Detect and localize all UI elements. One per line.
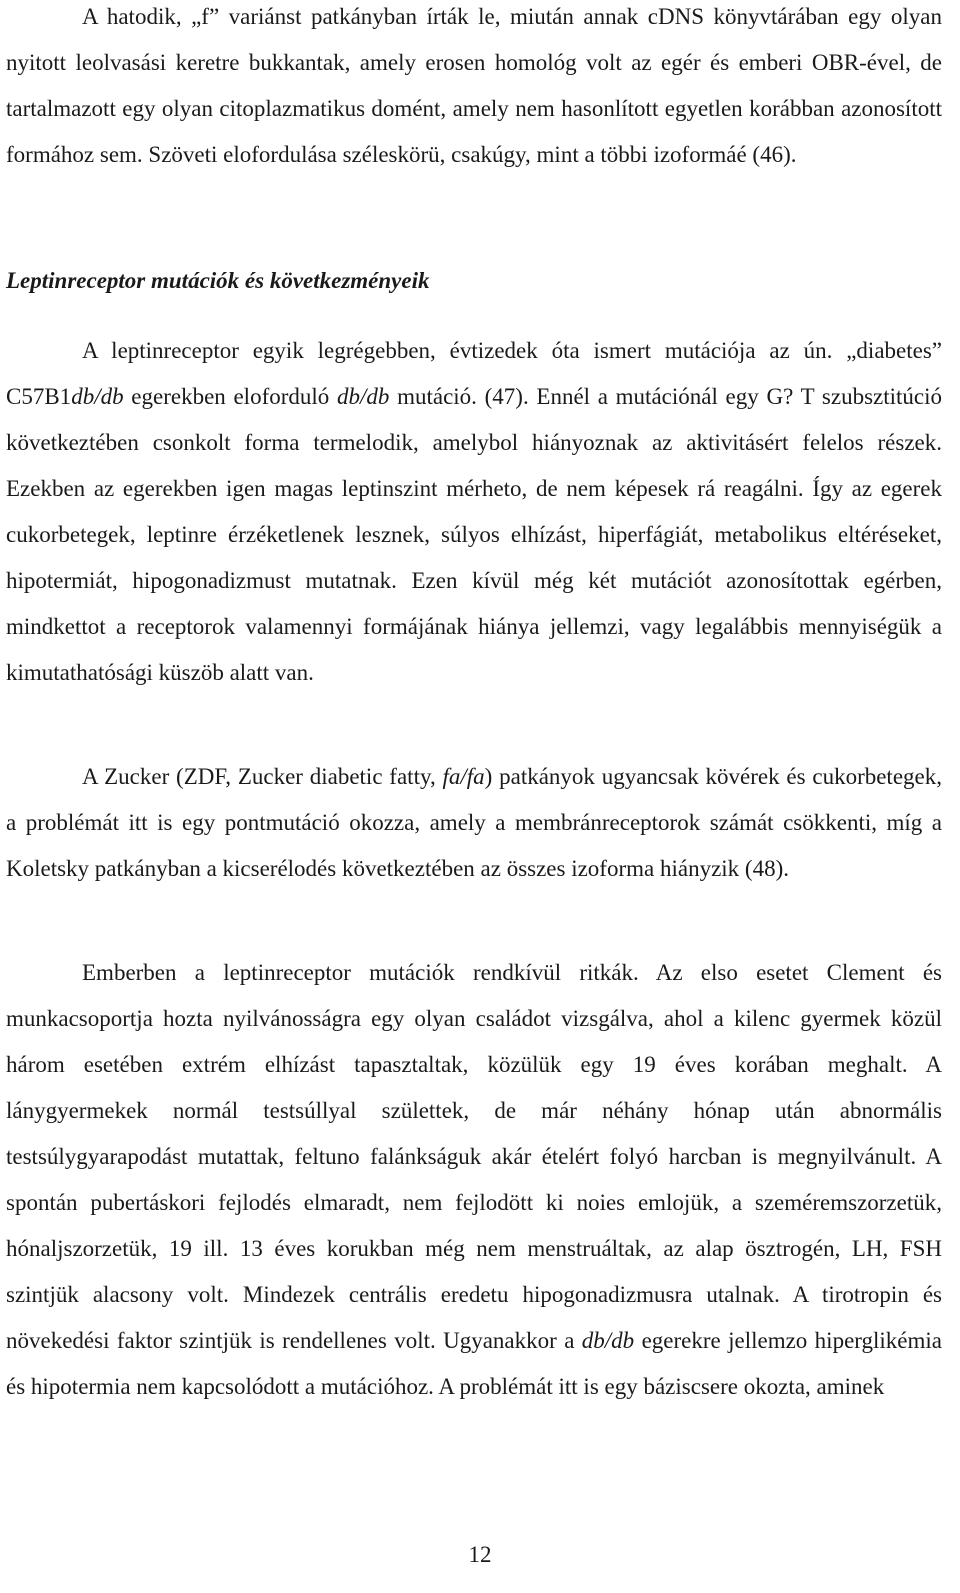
paragraph-text: egerekben eloforduló xyxy=(123,384,337,409)
paragraph-4 xyxy=(6,950,942,1410)
italic-term: db/db xyxy=(581,1328,635,1353)
paragraph-3 xyxy=(6,754,942,892)
paragraph-text: Emberben a leptinreceptor mutációk rendkívül ritkák. Az elso esetet Clement és munkacsoportja hozta nyilvánosságra egy olyan családot vizsgálva, ahol a kilenc gyermek közül három esetében extrém elhízást tapasztaltak, közülük egy 19 éves korában meghalt. A lánygyermekek normál testsúllyal születtek, de már néhány hónap után abnormális testsúlygyarapodást mutattak, feltuno falánkságuk akár ételért folyó harcban is megnyilvánult. A spontán pubertáskori fejlodés elmaradt, nem fejlodött ki noies emlojük, a szeméremszorzetük, hónaljszorzetük, 19 ill. 13 éves korukban még nem menstruáltak, az alap ösztrogén, LH, FSH szintjük alacsony volt. Mindezek centrális eredetu hipogonadizmusra utalnak. A tirotropin és növekedési faktor szintjük is rendellenes volt. Ugyanakkor a xyxy=(6,960,942,1353)
paragraph-text: egerekre jellemzo hiperglikémia és hipotermia nem kapcsolódott a mutációhoz. A problémát itt is egy báziscsere okozta, aminek xyxy=(6,1328,943,1399)
page-number: 12 xyxy=(468,1542,492,1567)
paragraph-text: ) patkányok ugyancsak kövérek és cukorbetegek, a problémát itt is egy pontmutáció okozza, amely a membránreceptorok számát csökkenti, míg a Koletsky patkányban a kicserélodés következtében az összes izoforma hiányzik (48). xyxy=(6,764,942,881)
italic-term: db/db xyxy=(337,384,390,409)
paragraph-text: A hatodik, „f” variánst patkányban írták le, miután annak cDNS könyvtárában egy olyan nyitott leolvasási keretre bukkantak, amely erosen homológ volt az egér és emberi OBR-ével, de tartalmazott egy olyan citoplazmatikus domént, amely nem hasonlított egyetlen korábban azonosított formához sem. Szöveti elofordulása széleskörü, csakúgy, mint a többi izoformáé (46). xyxy=(6,4,942,167)
italic-term: db/db xyxy=(71,384,124,409)
paragraph-2 xyxy=(6,328,942,696)
paragraph-1 xyxy=(6,0,942,178)
paragraph-text: A leptinreceptor egyik legrégebben, évtizedek óta ismert mutációja az ún. „diabetes” C57B1 xyxy=(6,338,942,409)
italic-term: fa/fa xyxy=(442,764,485,789)
paragraph-text: A Zucker (ZDF, Zucker diabetic fatty, xyxy=(82,764,443,789)
section-heading: Leptinreceptor mutációk és következményeik xyxy=(6,268,430,293)
paragraph-text: mutáció. (47). Ennél a mutációnál egy G? T szubsztitúció következtében csonkolt forma termelodik, amelybol hiányoznak az aktivitásért felelos részek. Ezekben az egerekben igen magas leptinszint mérheto, de nem képesek rá reagálni. Így az egerek cukorbetegek, leptinre érzéketlenek lesznek, súlyos elhízást, hiperfágiát, metabolikus eltéréseket, hipotermiát, hipogonadizmust mutatnak. Ezen kívül még két mutációt azonosítottak egérben, mindkettot a receptorok valamennyi formájának hiánya jellemzi, vagy legalábbis mennyiségük a kimutathatósági küszöb alatt van. xyxy=(6,384,942,685)
